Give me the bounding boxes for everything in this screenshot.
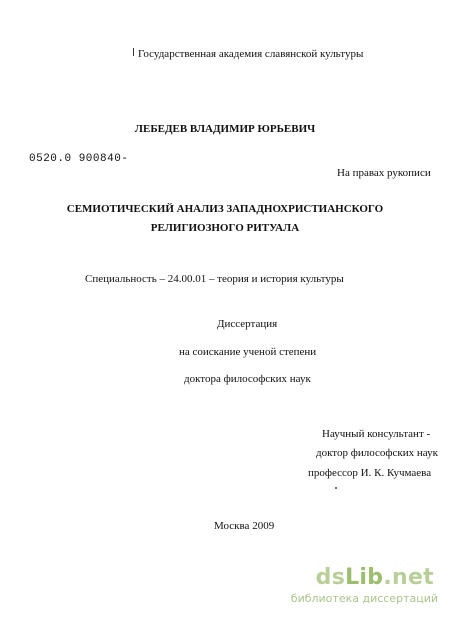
consultant-role: Научный консультант -: [322, 428, 431, 440]
specialty-line: Специальность – 24.00.01 – теория и история культуры: [85, 273, 344, 285]
scan-dot: [335, 487, 337, 489]
consultant-name: профессор И. К. Кучмаева: [308, 467, 432, 479]
library-stamp-code: 0520.0 900840-: [29, 153, 129, 165]
dslib-logo: dsLib.net: [315, 565, 434, 590]
dslib-subtitle: библиотека диссертаций: [290, 592, 438, 605]
dissertation-title-line-2: РЕЛИГИОЗНОГО РИТУАЛА: [150, 222, 300, 234]
institution-name: Государственная академия славянской культуры: [138, 48, 364, 60]
dslib-watermark: [290, 565, 448, 611]
author-name: ЛЕБЕДЕВ ВЛАДИМИР ЮРЬЕВИЧ: [134, 123, 316, 135]
place-year: Москва 2009: [214, 520, 275, 532]
scan-mark: [133, 48, 134, 56]
dissertation-title-line-1: СЕМИОТИЧЕСКИЙ АНАЛИЗ ЗАПАДНОХРИСТИАНСКОГО: [66, 203, 384, 215]
work-purpose: на соискание ученой степени: [179, 346, 317, 358]
consultant-degree: доктор философских наук: [316, 447, 438, 459]
work-degree: доктора философских наук: [184, 373, 311, 385]
work-type: Диссертация: [217, 318, 278, 330]
rights-note: На правах рукописи: [337, 167, 431, 179]
